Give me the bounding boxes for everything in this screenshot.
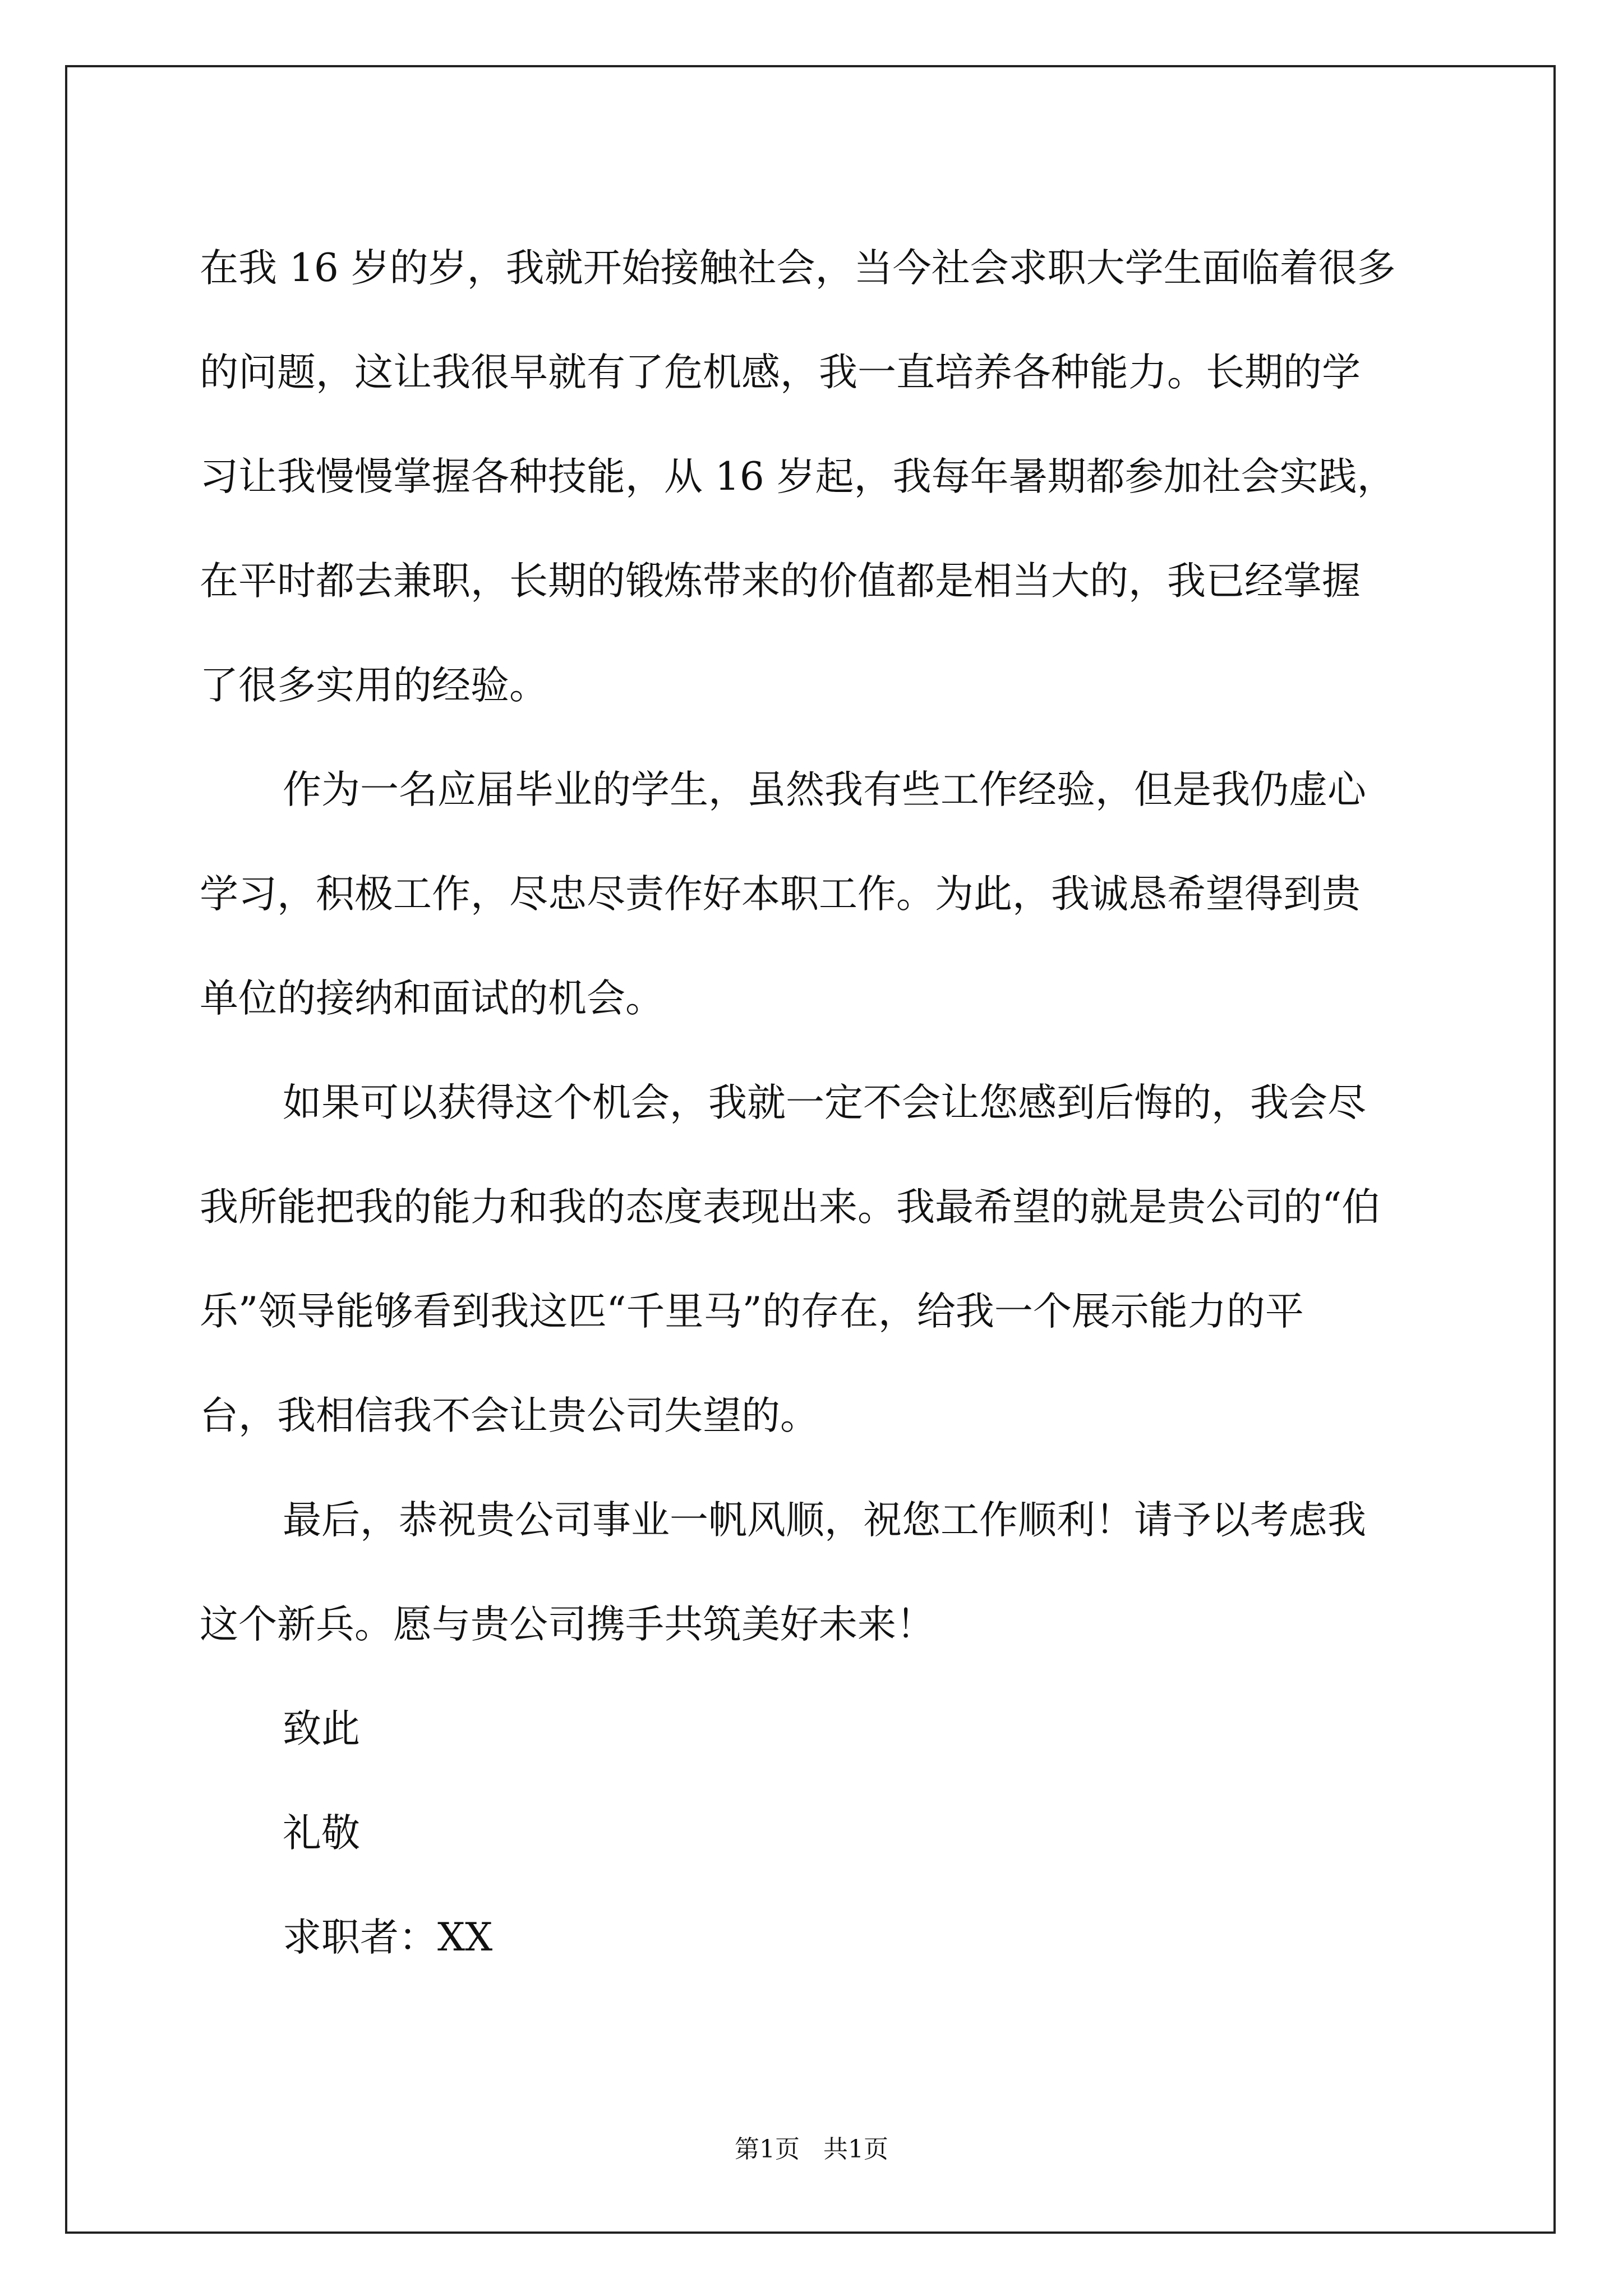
letter-body xyxy=(200,216,1439,1990)
paragraph-4-line-1: 最后，恭祝贵公司事业一帆风顺，祝您工作顺利！请予以考虑我 xyxy=(283,1498,1366,1543)
paragraph-1-line-4: 在平时都去兼职，长期的锻炼带来的价值都是相当大的，我已经掌握 xyxy=(200,559,1361,604)
paragraph-1-line-5: 了很多实用的经验。 xyxy=(200,663,548,708)
page-number-footer: 第1页 共1页 xyxy=(735,2135,888,2164)
paragraph-2-line-3: 单位的接纳和面试的机会。 xyxy=(200,976,664,1021)
paragraph-3-line-2: 我所能把我的能力和我的态度表现出来。我最希望的就是贵公司的“伯 xyxy=(200,1185,1381,1230)
paragraph-3-line-4: 台，我相信我不会让贵公司失望的。 xyxy=(200,1393,819,1438)
paragraph-1-line-1: 在我 16 岁的岁，我就开始接触社会，当今社会求职大学生面临着很多 xyxy=(200,246,1396,291)
paragraph-2-line-2: 学习，积极工作，尽忠尽责作好本职工作。为此，我诚恳希望得到贵 xyxy=(200,872,1361,917)
paragraph-4-line-2: 这个新兵。愿与贵公司携手共筑美好未来！ xyxy=(200,1602,935,1647)
paragraph-1-line-2: 的问题，这让我很早就有了危机感，我一直培养各种能力。长期的学 xyxy=(200,350,1361,395)
paragraph-3-line-1: 如果可以获得这个机会，我就一定不会让您感到后悔的，我会尽 xyxy=(283,1080,1366,1125)
paragraph-1-line-3: 习让我慢慢掌握各种技能，从 16 岁起，我每年暑期都参加社会实践， xyxy=(200,454,1396,499)
signature-line: 求职者：XX xyxy=(283,1915,493,1960)
closing-salutation: 致此 xyxy=(283,1706,360,1751)
paragraph-3-line-3: 乐”领导能够看到我这匹“千里马”的存在，给我一个展示能力的平 xyxy=(200,1289,1304,1334)
closing-regards: 礼敬 xyxy=(283,1811,360,1856)
paragraph-2-line-1: 作为一名应届毕业的学生，虽然我有些工作经验，但是我仍虚心 xyxy=(283,767,1366,812)
